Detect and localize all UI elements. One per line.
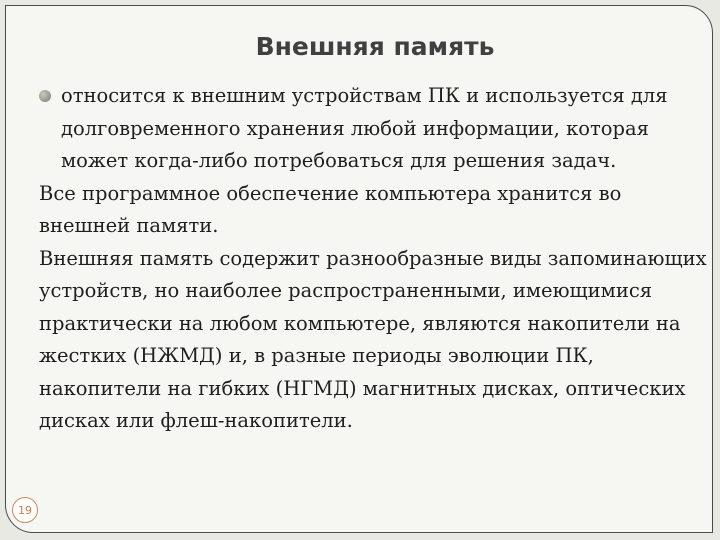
paragraph-storage-types: Внешняя память содержит разнообразные виды запоминающих устройств, но наиболее распространенными, имеющимися практически на любом компьютере, являются накопители на жестких (НЖМД) и, в разные периоды эволюции ПК, накопители на гибких (НГМД) магнитных дисках, оптических дисках или флеш-накопители. bbox=[39, 246, 707, 432]
slide-content bbox=[39, 80, 707, 438]
bullet-text: относится к внешним устройствам ПК и используется для долговременного хранения любой информации, которая может когда-либо потребоваться для решения задач. bbox=[61, 84, 668, 172]
paragraph-software: Все программное обеспечение компьютера хранится во внешней памяти. bbox=[39, 181, 622, 237]
bullet-item bbox=[39, 80, 707, 178]
page-number-badge: 19 bbox=[12, 497, 38, 523]
slide-frame bbox=[5, 5, 713, 533]
bullet-dot-icon bbox=[39, 90, 51, 102]
slide-title: Внешняя память bbox=[255, 32, 495, 61]
